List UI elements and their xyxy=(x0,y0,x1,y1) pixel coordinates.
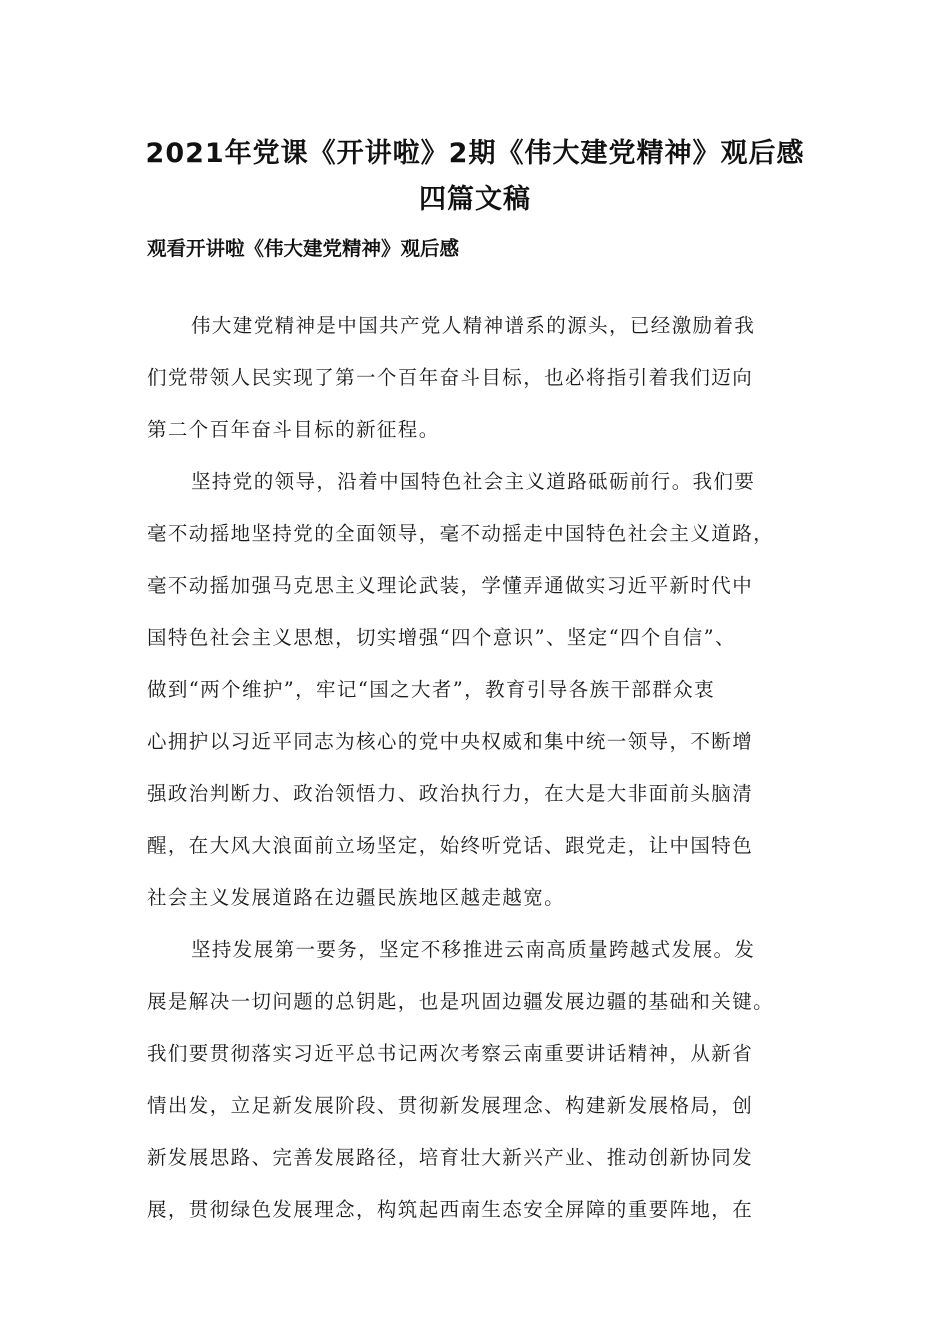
body-line: 坚持发展第一要务，坚定不移推进云南高质量跨越式发展。发 xyxy=(191,938,756,961)
body-line: 毫不动摇加强马克思主义理论武装，学懂弄通做实习近平新时代中 xyxy=(147,574,754,597)
body-line: 醒，在大风大浪面前立场坚定，始终听党话、跟党走，让中国特色 xyxy=(147,834,754,857)
body-line: 新发展思路、完善发展路径，培育壮大新兴产业、推动创新协同发 xyxy=(147,1146,754,1169)
body-line: 强政治判断力、政治领悟力、政治执行力，在大是大非面前头脑清 xyxy=(147,782,754,805)
body-line: 伟大建党精神是中国共产党人精神谱系的源头，已经激励着我 xyxy=(191,314,756,337)
body-line: 社会主义发展道路在边疆民族地区越走越宽。 xyxy=(147,886,566,909)
body-line: 展是解决一切问题的总钥匙，也是巩固边疆发展边疆的基础和关键。 xyxy=(147,990,775,1013)
section-heading: 观看开讲啦《伟大建党精神》观后感 xyxy=(147,237,460,260)
body-line: 第二个百年奋斗目标的新征程。 xyxy=(147,418,440,441)
body-line: 做到“两个维护”，牢记“国之大者”，教育引导各族干部群众衷 xyxy=(147,678,715,701)
body-line: 展，贯彻绿色发展理念，构筑起西南生态安全屏障的重要阵地，在 xyxy=(147,1198,754,1221)
body-line: 坚持党的领导，沿着中国特色社会主义道路砥砺前行。我们要 xyxy=(191,470,756,493)
document-title-line-1: 2021年党课《开讲啦》2期《伟大建党精神》观后感 xyxy=(145,138,805,169)
body-line: 毫不动摇地坚持党的全面领导，毫不动摇走中国特色社会主义道路， xyxy=(147,522,775,545)
document-title-line-2: 四篇文稿 xyxy=(419,184,531,215)
body-line: 心拥护以习近平同志为核心的党中央权威和集中统一领导，不断增 xyxy=(147,730,754,753)
body-line: 们党带领人民实现了第一个百年奋斗目标，也必将指引着我们迈向 xyxy=(147,366,754,389)
body-line: 情出发，立足新发展阶段、贯彻新发展理念、构建新发展格局，创 xyxy=(147,1094,754,1117)
body-line: 国特色社会主义思想，切实增强“四个意识”、坚定“四个自信”、 xyxy=(147,626,736,649)
body-line: 我们要贯彻落实习近平总书记两次考察云南重要讲话精神，从新省 xyxy=(147,1042,754,1065)
